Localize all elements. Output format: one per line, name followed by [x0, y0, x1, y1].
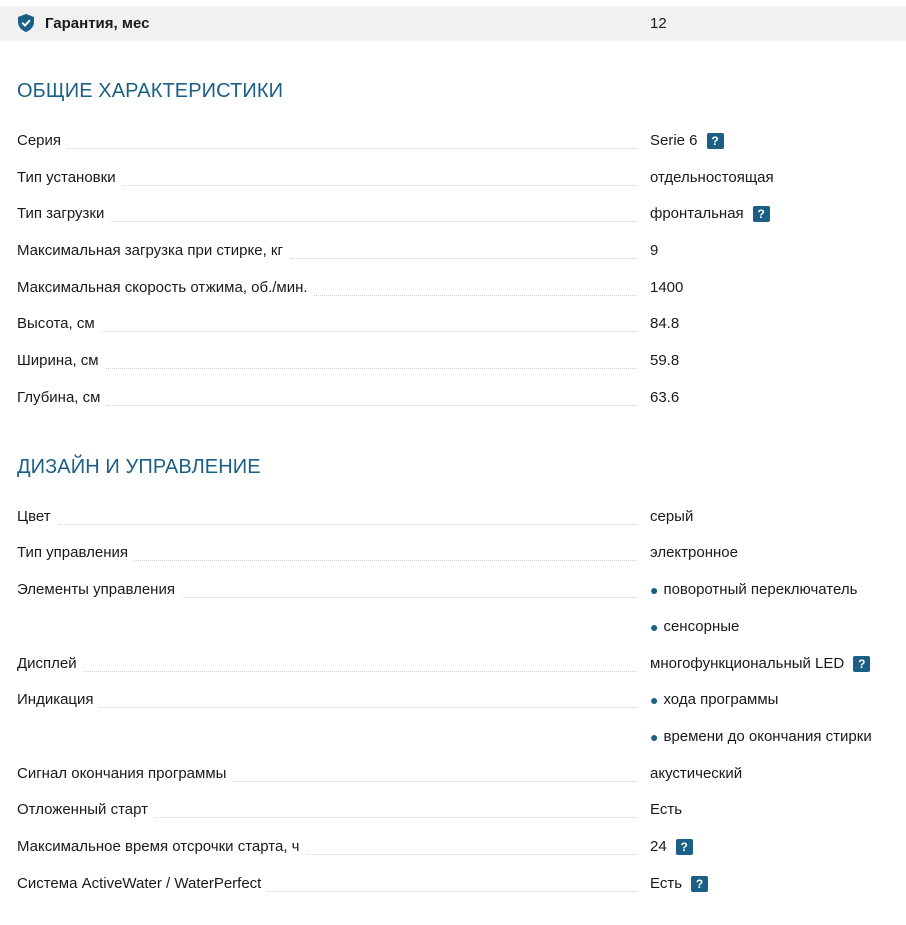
dotted-leader [17, 331, 637, 332]
spec-value [650, 132, 724, 149]
spec-value-text: многофункциональный LED [650, 655, 845, 672]
spec-label: Тип установки [17, 169, 122, 186]
spec-row [0, 132, 906, 154]
spec-row [0, 279, 906, 301]
spec-value [650, 544, 738, 561]
spec-value [650, 655, 870, 672]
spec-row [0, 838, 906, 860]
spec-value-text: 24 [650, 838, 667, 855]
bullet-icon: ● [650, 728, 659, 745]
warranty-row [0, 6, 906, 41]
spec-label: Система ActiveWater / WaterPerfect [17, 875, 267, 892]
spec-value [650, 801, 682, 818]
shield-check-icon [18, 14, 34, 32]
spec-label: Цвет [17, 508, 57, 525]
spec-label: Максимальная скорость отжима, об./мин. [17, 279, 314, 296]
spec-value-text: акустический [650, 765, 743, 782]
dotted-leader [17, 405, 637, 406]
spec-label: Тип загрузки [17, 205, 110, 222]
help-icon[interactable]: ? [691, 876, 708, 892]
spec-value [650, 618, 739, 635]
spec-value-text: фронтальная [650, 205, 744, 222]
spec-row [0, 581, 906, 603]
warranty-value: 12 [650, 15, 667, 32]
spec-row [0, 242, 906, 264]
spec-value [650, 242, 658, 259]
spec-value-text: 59.8 [650, 352, 680, 369]
bullet-icon: ● [650, 691, 659, 708]
dotted-leader [17, 707, 637, 708]
spec-value-text: поворотный переключатель [663, 581, 858, 598]
spec-value-text: 63.6 [650, 389, 680, 406]
spec-value-text: 9 [650, 242, 659, 259]
spec-label: Индикация [17, 691, 100, 708]
help-icon[interactable]: ? [676, 839, 693, 855]
spec-value-text: сенсорные [663, 618, 740, 635]
spec-value-text: электронное [650, 544, 738, 561]
section-title: ОБЩИЕ ХАРАКТЕРИСТИКИ [17, 80, 284, 102]
spec-label: Высота, см [17, 315, 101, 332]
section-title: ДИЗАЙН И УПРАВЛЕНИЕ [17, 456, 261, 478]
spec-label: Отложенный старт [17, 801, 154, 818]
spec-value [650, 279, 683, 296]
spec-row [0, 169, 906, 191]
spec-value [650, 389, 679, 406]
spec-value-text: Есть [650, 875, 683, 892]
dotted-leader [17, 671, 637, 672]
spec-label: Максимальная загрузка при стирке, кг [17, 242, 289, 259]
spec-row [0, 728, 906, 750]
spec-value [650, 169, 774, 186]
spec-row [0, 205, 906, 227]
spec-row [0, 544, 906, 566]
spec-label: Ширина, см [17, 352, 105, 369]
spec-label: Максимальное время отсрочки старта, ч [17, 838, 305, 855]
spec-row [0, 618, 906, 640]
spec-value [650, 765, 742, 782]
spec-value-text: отдельностоящая [650, 169, 774, 186]
spec-row [0, 508, 906, 530]
help-icon[interactable]: ? [707, 133, 724, 149]
spec-label: Тип управления [17, 544, 134, 561]
spec-value-text: хода программы [663, 691, 779, 708]
spec-row [0, 875, 906, 897]
spec-value [650, 728, 872, 745]
spec-row [0, 801, 906, 823]
spec-value [650, 581, 857, 598]
spec-value [650, 838, 693, 855]
spec-value [650, 315, 679, 332]
help-icon[interactable]: ? [853, 656, 870, 672]
spec-row [0, 691, 906, 713]
spec-label: Элементы управления [17, 581, 181, 598]
bullet-icon: ● [650, 581, 659, 598]
dotted-leader [17, 148, 637, 149]
warranty-label: Гарантия, мес [45, 15, 150, 32]
spec-label: Сигнал окончания программы [17, 765, 232, 782]
spec-row [0, 315, 906, 337]
spec-value-text: времени до окончания стирки [663, 728, 872, 745]
spec-row [0, 765, 906, 787]
spec-value [650, 352, 679, 369]
spec-value-text: Serie 6 [650, 132, 698, 149]
spec-row [0, 389, 906, 411]
spec-value-text: Есть [650, 801, 683, 818]
spec-value-text: 1400 [650, 279, 684, 296]
spec-value-text: 84.8 [650, 315, 680, 332]
spec-row [0, 352, 906, 374]
spec-label: Дисплей [17, 655, 83, 672]
spec-label: Серия [17, 132, 67, 149]
spec-row [0, 655, 906, 677]
dotted-leader [17, 368, 637, 369]
spec-label: Глубина, см [17, 389, 106, 406]
help-icon[interactable]: ? [753, 206, 770, 222]
bullet-icon: ● [650, 618, 659, 635]
spec-value [650, 691, 778, 708]
spec-value [650, 508, 693, 525]
spec-value [650, 875, 708, 892]
spec-value [650, 205, 770, 222]
dotted-leader [17, 524, 637, 525]
spec-value-text: серый [650, 508, 694, 525]
